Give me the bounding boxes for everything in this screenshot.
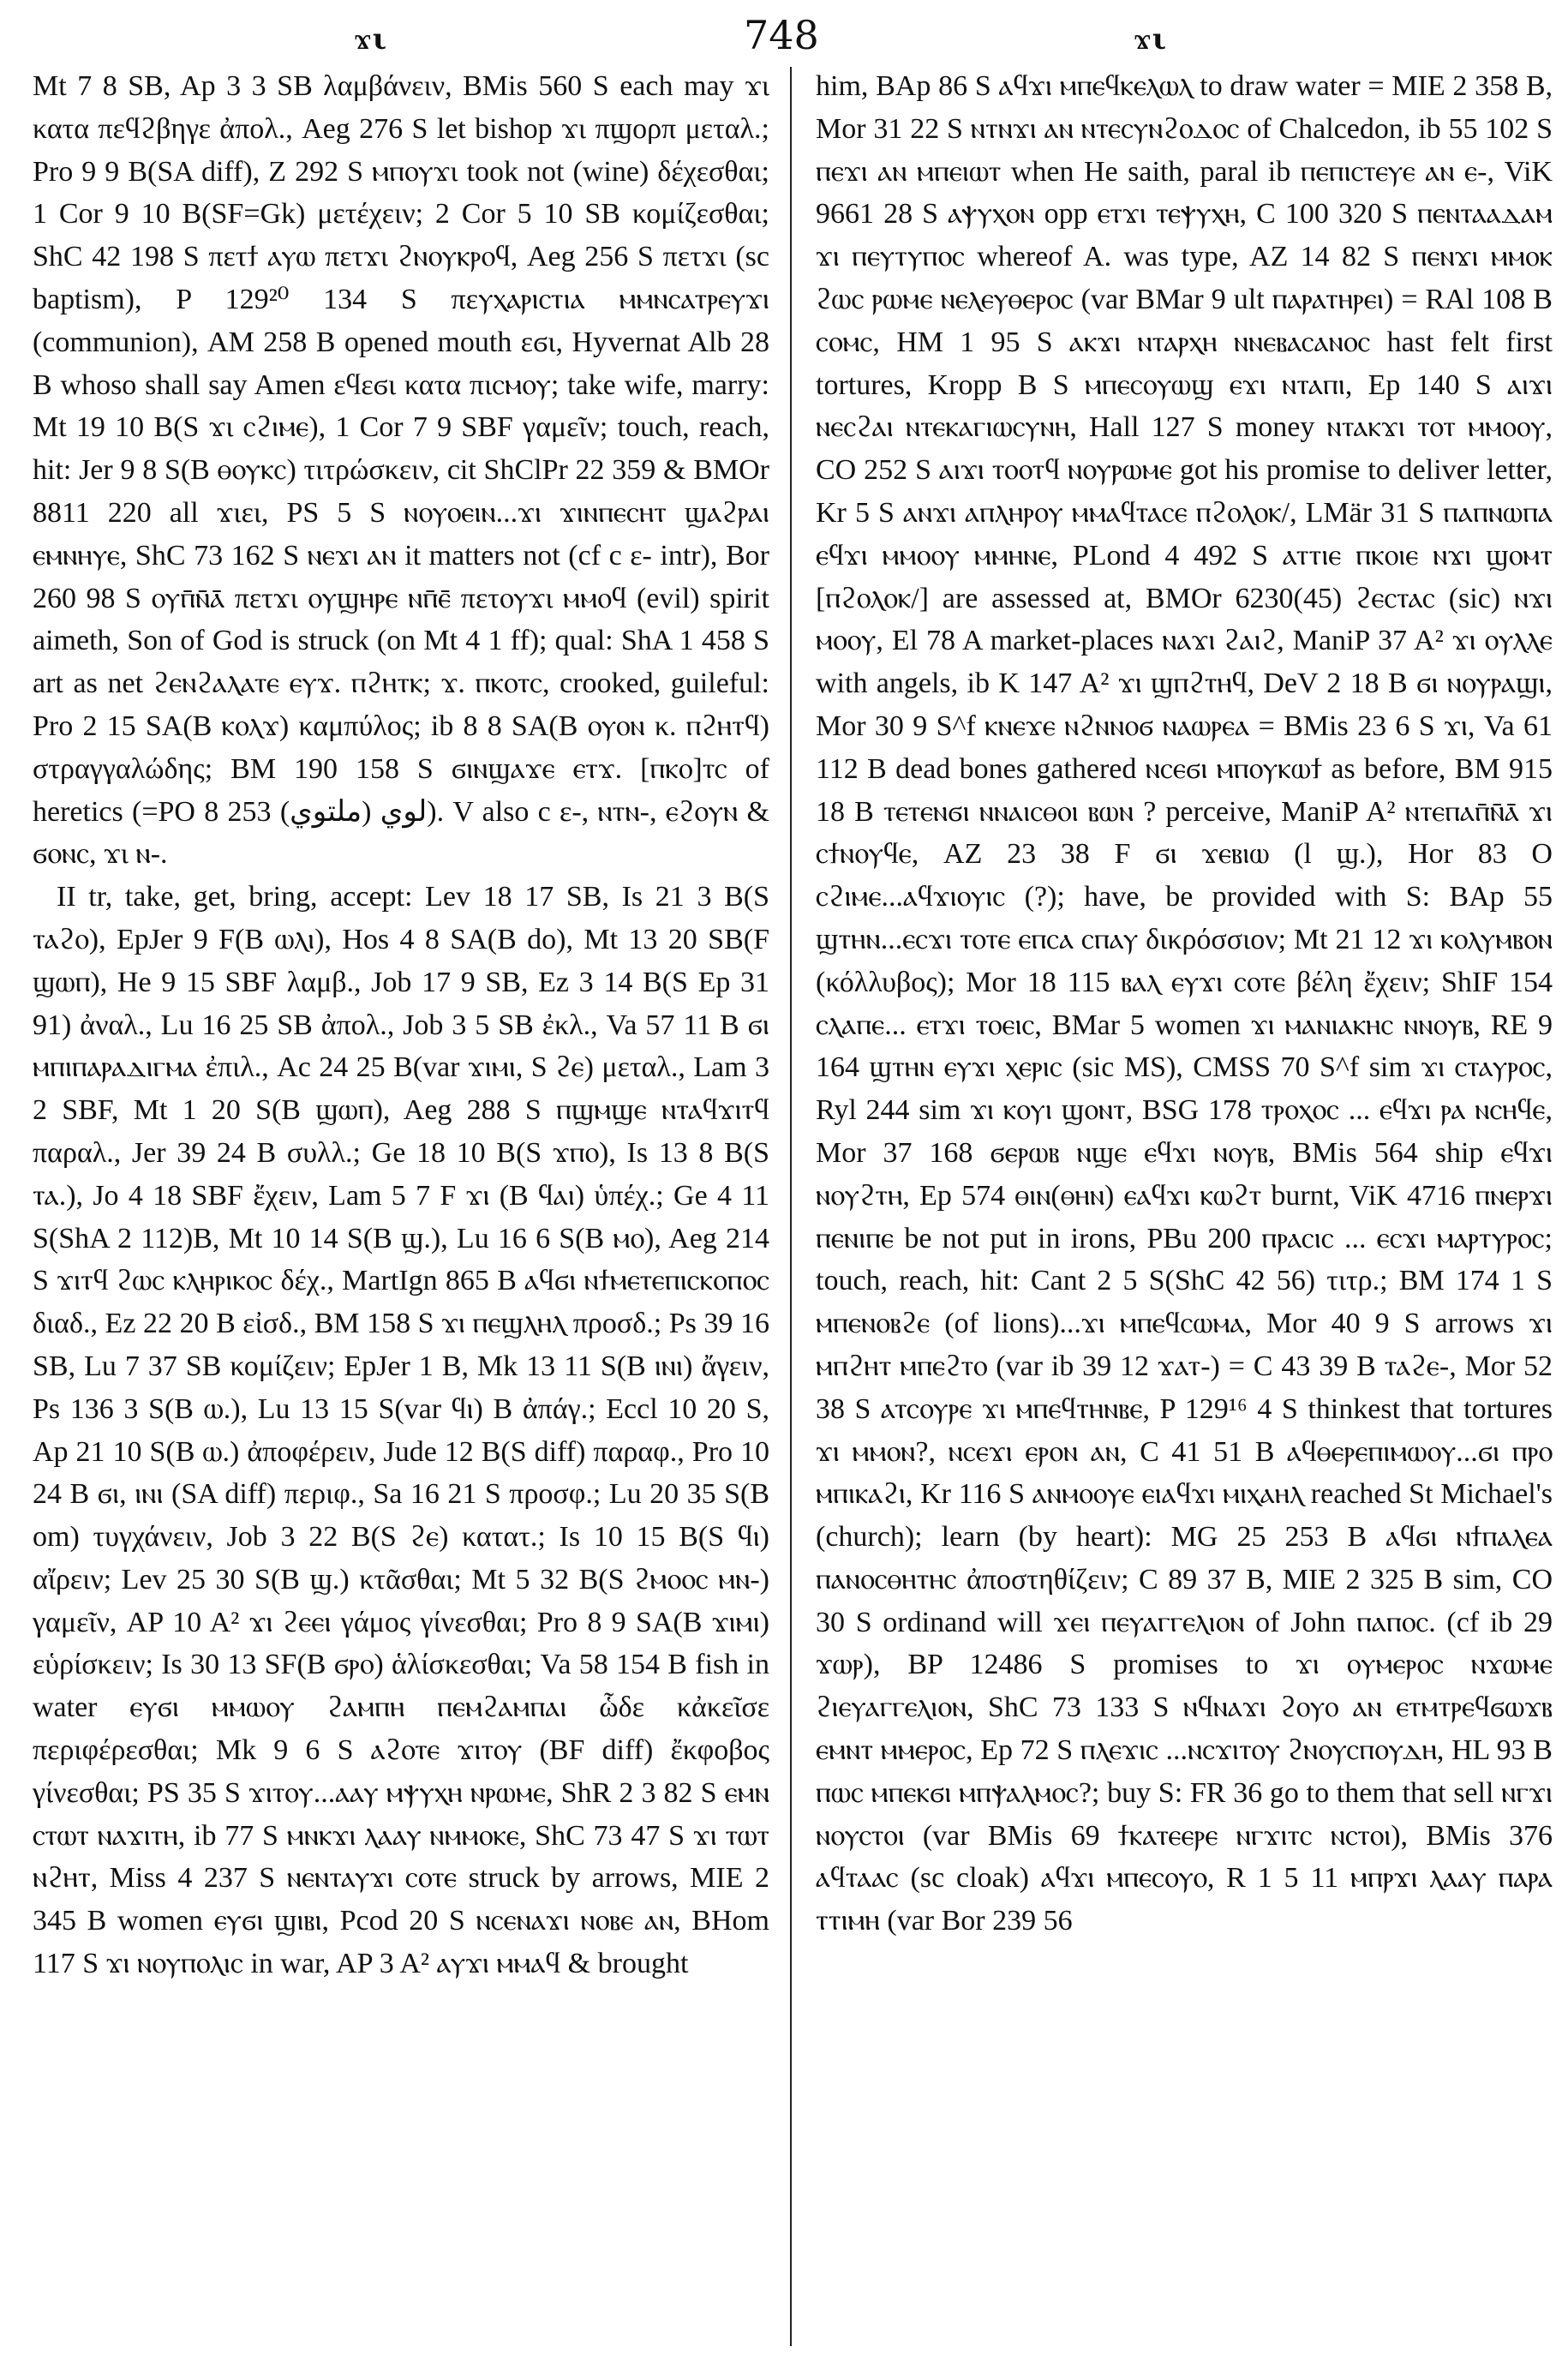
page-header [0,7,1568,67]
right-running-headword: ϫι [1134,22,1168,57]
page-number: 748 [744,12,819,58]
left-running-headword: ϫι [354,22,388,57]
right-column [816,65,1553,2353]
continued-entry-text: Mt 7 8 SB, Ap 3 3 SB λαμβάνειν, BMis 560 S each may ϫι κατα πεϥϩβηγε ἀπολ., Aeg 276 S let bishop ϫι πϣορπ μεταλ.; Pro 9 9 B(SA diff), Z 292 S ⲙⲡⲟⲩϫι took not (wine) δέχεσθαι; 1 Cor 9 10 B(SF=Gk) μετέχειν; 2 Cor 5 10 SB κομίζεσθαι; ShC 42 198 S πετϯ ⲁⲩⲱ πετϫι ϩⲛⲟⲩⲕⲣⲟϥ, Aeg 256 S πετϫι (sc baptism), P 129²⁰ 134 S πεⲩⲭⲁⲣⲓⲥⲧⲓⲁ ⲙⲙⲛⲥⲁⲧⲣⲉⲩϫⲓ (communion), AM 258 B opened mouth εϭι, Hyvernat Alb 28 B whoso shall say Amen εϥεϭι κατα πιⲥⲙⲟⲩ; take wife, marry: Mt 19 10 B(S ϫι ⲥϩⲓⲙⲉ), 1 Cor 7 9 SBF γαμεῖν; touch, reach, hit: Jer 9 8 S(B ⲑⲟⲩⲕⲥ) τιτρώσκειν, cit ShClPr 22 359 & BMOr 8811 220 all ϫιει, PS 5 S ⲛⲟⲩⲟⲉⲓⲛ...ϫⲓ ϫⲓⲛⲡⲉⲥⲏⲧ ϣⲁϩⲣⲁⲓ ⲉⲙⲛⲏⲩⲉ, ShC 73 162 S ⲛⲉϫⲓ ⲁⲛ it matters not (cf c ε- intr), Bor 260 98 S ⲟⲩⲡ̄ⲛ̄ⲁ̄ πετϫι ⲟⲩϣⲏⲣⲉ ⲛⲡ̄ⲉ̄ πετⲟⲩϫι ⲙⲙⲟϥ (evil) spirit aimeth, Son of God is struck (on Mt 4 1 ff); qual: ShA 1 458 S art as net ϩⲉⲛϩⲁⲗⲁⲧⲉ ⲉⲩϫ. ⲡϩⲏⲧⲕ; ϫ. ⲡⲕⲟⲧⲥ, crooked, guileful: Pro 2 15 SA(B ⲕⲟⲗϫ) καμπύλος; ib 8 8 SA(B ⲟⲩⲟⲛ κ. ⲡϩⲏⲧϥ) στραγγαλώδης; BM 190 158 S ϭⲓⲛϣⲁϫⲉ ⲉⲧϫ. [ⲡⲕⲟ]ⲧⲥ of heretics (=PO 8 253 لوي (ملتوي)). V also c ε-, ⲛⲧⲛ-, ⲉϩⲟⲩⲛ & ϭⲟⲛⲥ, ϫι ⲛ-. [33,70,769,871]
left-column [33,65,769,2353]
column-divider [790,67,792,2346]
section-ii-text: II tr, take, get, bring, accept: Lev 18 17 SB, Is 21 3 B(S ⲧⲁϩⲟ), EpJer 9 F(B ⲱⲗⲓ), Hos 4 8 SA(B do), Mt 13 20 SB(F ϣⲱⲡ), He 9 15 SBF λαμβ., Job 17 9 SB, Ez 3 14 B(S Ep 31 91) ἀναλ., Lu 16 25 SB ἀπολ., Job 3 5 SB ἐκλ., Va 57 11 B ϭⲓ ⲙⲡⲓⲡⲁⲣⲁⲇⲓⲅⲙⲁ ἐπιλ., Ac 24 25 B(var ϫⲓⲙⲓ, S ϩⲉ) μεταλ., Lam 3 2 SBF, Mt 1 20 S(B ϣⲱⲡ), Aeg 288 S ⲡϣⲙϣⲉ ⲛⲧⲁϥϫⲓⲧϥ παραλ., Jer 39 24 B συλλ.; Ge 18 10 B(S ϫⲡⲟ), Is 13 8 B(S ⲧⲁ.), Jo 4 18 SBF ἔχειν, Lam 5 7 F ϫⲓ (B ϥⲁⲓ) ὑπέχ.; Ge 4 11 S(ShA 2 112)B, Mt 10 14 S(B ϣ.), Lu 16 6 S(B ⲙⲟ), Aeg 214 S ϫⲓⲧϥ ϩⲱⲥ ⲕⲗⲏⲣⲓⲕⲟⲥ δέχ., MartIgn 865 B ⲁϥϭⲓ ⲛϯⲙⲉⲧⲉⲡⲓⲥⲕⲟⲡⲟⲥ διαδ., Ez 22 20 B εἰσδ., BM 158 S ϫⲓ ⲡⲉϣⲗⲏⲗ προσδ.; Ps 39 16 SB, Lu 7 37 SB κομίζειν; EpJer 1 B, Mk 13 11 S(B ⲓⲛⲓ) ἄγειν, Ps 136 3 S(B ⲱ.), Lu 13 15 S(var ϥⲓ) B ἀπάγ.; Eccl 10 20 S, Ap 21 10 S(B ⲱ.) ἀποφέρειν, Jude 12 B(S diff) παραφ., Pro 10 24 B ϭⲓ, ⲓⲛⲓ (SA diff) περιφ., Sa 16 21 S προσφ.; Lu 20 35 S(B om) τυγχάνειν, Job 3 22 B(S ϩⲉ) κατατ.; Is 10 15 B(S ϥⲓ) αἴρειν; Lev 25 30 S(B ϣ.) κτᾶσθαι; Mt 5 32 B(S ϩⲙⲟⲟⲥ ⲙⲛ-) γαμεῖν, AP 10 A² ϫⲓ ϩⲉⲉⲓ γάμος γίνεσθαι; Pro 8 9 SA(B ϫⲓⲙⲓ) εὑρίσκειν; Is 30 13 SF(B ϭⲣⲟ) ἁλίσκεσθαι; Va 58 154 B fish in water ⲉⲩϭⲓ ⲙⲙⲱⲟⲩ ϩⲁⲙⲡⲏ ⲡⲉⲙϩⲁⲙⲡⲁⲓ ὧδε κἀκεῖσε περιφέρεσθαι; Mk 9 6 S ⲁϩⲟⲧⲉ ϫⲓⲧⲟⲩ (BF diff) ἔκφοβος γίνεσθαι; PS 35 S ϫⲓⲧⲟⲩ...ⲁⲁⲩ ⲙⲯⲩⲭⲏ ⲛⲣⲱⲙⲉ, ShR 2 3 82 S ⲉⲙⲛ ⲥⲧⲱⲧ ⲛⲁϫⲓⲧⲏ, ib 77 S ⲙⲛⲕϫⲓ ⲗⲁⲁⲩ ⲛⲙⲙⲟⲕⲉ, ShC 73 47 S ϫⲓ ⲧⲱⲧ ⲛϩⲏⲧ, Miss 4 237 S ⲛⲉⲛⲧⲁⲩϫⲓ ⲥⲟⲧⲉ struck by arrows, MIE 2 345 B women ⲉⲩϭⲓ ϣⲓⲃⲓ, Pcod 20 S ⲛⲥⲉⲛⲁϫⲓ ⲛⲟⲃⲉ ⲁⲛ, BHom 117 S ϫⲓ ⲛⲟⲩⲡⲟⲗⲓⲥ in war, AP 3 A² ⲁⲩϫⲓ ⲙⲙⲁϥ & brought [33,881,769,1980]
right-column-text: him, BAp 86 S ⲁϥϫⲓ ⲙⲡⲉϥⲕⲉⲗⲱⲗ to draw water = MIE 2 358 B, Mor 31 22 S ⲛⲧⲛϫⲓ ⲁⲛ ⲛⲧⲉⲥⲩⲛϩⲟⲇⲟⲥ of Chalcedon, ib 55 102 S ⲡⲉϫⲓ ⲁⲛ ⲙⲡⲉⲓⲱⲧ when He saith, paral ib ⲡⲉⲡⲓⲥⲧⲉⲩⲉ ⲁⲛ ⲉ-, ViK 9661 28 S ⲁⲯⲩⲭⲟⲛ opp ⲉⲧϫⲓ ⲧⲉⲯⲩⲭⲏ, C 100 320 S ⲡⲉⲛⲧⲁⲁⲇⲁⲙ ϫⲓ ⲡⲉⲩⲧⲩⲡⲟⲥ whereof A. was type, AZ 14 82 S ⲡⲉⲛϫⲓ ⲙⲙⲟⲕ ϩⲱⲥ ⲣⲱⲙⲉ ⲛⲉⲗⲉⲩⲑⲉⲣⲟⲥ (var BMar 9 ult ⲡⲁⲣⲁⲧⲏⲣⲉⲓ) = RAl 108 B ⲥⲟⲙⲥ, HM 1 95 S ⲁⲕϫⲓ ⲛⲧⲁⲣⲭⲏ ⲛⲛⲉⲃⲁⲥⲁⲛⲟⲥ hast felt first tortures, Kropp B S ⲙⲡⲉⲥⲟⲩⲱϣ ⲉϫⲓ ⲛⲧⲁⲡⲓ, Ep 140 S ⲁⲓϫⲓ ⲛⲉⲥϩⲁⲓ ⲛⲧⲉⲕⲁⲅⲓⲱⲥⲩⲛⲏ, Hall 127 S money ⲛⲧⲁⲕϫⲓ ⲧⲟⲧ ⲙⲙⲟⲟⲩ, CO 252 S ⲁⲓϫⲓ ⲧⲟⲟⲧϥ ⲛⲟⲩⲣⲱⲙⲉ got his promise to deliver letter, Kr 5 S ⲁⲛϫⲓ ⲁⲡⲗⲏⲣⲟⲩ ⲙⲙⲁϥⲧⲁⲥⲉ ⲡϩⲟⲗⲟⲕ/, LMär 31 S ⲡⲁⲡⲛⲱⲡⲁ ⲉϥϫⲓ ⲙⲙⲟⲟⲩ ⲙⲙⲏⲛⲉ, PLond 4 492 S ⲁⲧⲧⲓⲉ ⲡⲕⲟⲓⲉ ⲛϫⲓ ϣⲟⲙⲧ [ⲡϩⲟⲗⲟⲕ/] are assessed at, BMOr 6230(45) ϩⲉⲥⲧⲁⲥ (sic) ⲛϫⲓ ⲙⲟⲟⲩ, El 78 A market-places ⲛⲁϫⲓ ϩⲁⲓϩ, ManiP 37 A² ϫⲓ ⲟⲩⲗⲗⲉ with angels, ib K 147 A² ϫⲓ ϣⲡϩⲧⲏϥ, DeV 2 18 B ϭⲓ ⲛⲟⲩⲣⲁϣⲓ, Mor 30 9 S^f ⲕⲛⲉϫⲉ ⲛϩⲛⲛⲟϭ ⲛⲁⲱⲣⲉⲁ = BMis 23 6 S ϫⲓ, Va 61 112 B dead bones gathered ⲛⲥⲉϭⲓ ⲙⲡⲟⲩⲕⲱϯ as before, BM 915 18 B ⲧⲉⲧⲉⲛϭⲓ ⲛⲛⲁⲓⲥⲑⲟⲓ ⲃⲱⲛ ? perceive, ManiP A² ⲛⲧⲉⲡⲁⲡ̄ⲛ̄ⲁ̄ ϫⲓ ⲥϯⲛⲟⲩϥⲉ, AZ 23 38 F ϭⲓ ϫⲉⲃⲓⲱ (l ϣ.), Hor 83 O ⲥϩⲓⲙⲉ...ⲁϥϫⲓⲟⲩⲓⲥ (?); have, be provided with S: BAp 55 ϣⲧⲏⲛ...ⲉⲥϫⲓ ⲧⲟⲧⲉ ⲉⲡⲥⲁ ⲥⲡⲁⲩ δικρόσσιον; Mt 21 12 ϫⲓ ⲕⲟⲗⲩⲙⲃⲟⲛ (κόλλυβος); Mor 18 115 ⲃⲁⲗ ⲉⲩϫⲓ ⲥⲟⲧⲉ βέλη ἔχειν; ShIF 154 ⲥⲗⲁⲡⲉ... ⲉⲧϫⲓ ⲧⲟⲉⲓⲥ, BMar 5 women ϫⲓ ⲙⲁⲛⲓⲁⲕⲏⲥ ⲛⲛⲟⲩⲃ, RE 9 164 ϣⲧⲏⲛ ⲉⲩϫⲓ ⲭⲉⲣⲓⲥ (sic MS), CMSS 70 S^f sim ϫⲓ ⲥⲧⲁⲩⲣⲟⲥ, Ryl 244 sim ϫⲓ ⲕⲟⲩⲓ ϣⲟⲛⲧ, BSG 178 ⲧⲣⲟⲭⲟⲥ ... ⲉϥϫⲓ ⲣⲁ ⲛⲥⲏϥⲉ, Mor 37 168 ϭⲉⲣⲱⲃ ⲛϣⲉ ⲉϥϫⲓ ⲛⲟⲩⲃ, BMis 564 ship ⲉϥϫⲓ ⲛⲟⲩϩⲧⲏ, Ep 574 ⲑⲓⲛ(ⲑⲏⲛ) ⲉⲁϥϫⲓ ⲕⲱϩⲧ burnt, ViK 4716 ⲡⲛⲉⲣϫⲓ ⲡⲉⲛⲓⲡⲉ be not put in irons, PBu 200 ⲡⲣⲁⲥⲓⲥ ... ⲉⲥϫⲓ ⲙⲁⲣⲧⲩⲣⲟⲥ; touch, reach, hit: Cant 2 5 S(ShC 42 56) τιτρ.; BM 174 1 S ⲙⲡⲉⲛⲟⲃϩⲉ (of lions)...ϫⲓ ⲙⲡⲉϥⲥⲱⲙⲁ, Mor 40 9 S arrows ϫⲓ ⲙⲡϩⲏⲧ ⲙⲡⲉϩⲧⲟ (var ib 39 12 ϫⲁⲧ-) = C 43 39 B ⲧⲁϩⲉ-, Mor 52 38 S ⲁⲧⲥⲟⲩⲣⲉ ϫⲓ ⲙⲡⲉϥⲧⲏⲛⲃⲉ, P 129¹⁶ 4 S thinkest that tortures ϫⲓ ⲙⲙⲟⲛ?, ⲛⲥⲉϫⲓ ⲉⲣⲟⲛ ⲁⲛ, C 41 51 B ⲁϥⲑⲉⲣⲉⲡⲓⲙⲱⲟⲩ...ϭⲓ ⲡⲣⲟ ⲙⲡⲓⲕⲁϩⲓ, Kr 116 S ⲁⲛⲙⲟⲟⲩⲉ ⲉⲓⲁϥϫⲓ ⲙⲓⲭⲁⲏⲗ reached St Michael's (church); learn (by heart): MG 25 253 B ⲁϥϭⲓ ⲛϯⲡⲁⲗⲉⲁ ⲡⲁⲛⲟⲥⲑⲏⲧⲏⲥ ἀποστηθίζειν; C 89 37 B, MIE 2 325 B sim, CO 30 S ordinand will ϫⲉⲓ ⲡⲉⲩⲁⲅⲅⲉⲗⲓⲟⲛ of John ⲡⲁⲡⲟⲥ. (cf ib 29 ϫⲱⲣ), BP 12486 S promises to ϫⲓ ⲟⲩⲙⲉⲣⲟⲥ ⲛϫⲱⲙⲉ ϩⲓⲉⲩⲁⲅⲅⲉⲗⲓⲟⲛ, ShC 73 133 S ⲛϥⲛⲁϫⲓ ϩⲟⲩⲟ ⲁⲛ ⲉⲧⲙⲧⲣⲉϥϭⲱϫⲃ ⲉⲙⲛⲧ ⲙⲙⲉⲣⲟⲥ, Ep 72 S ⲡⲗⲉϫⲓⲥ ...ⲛⲥϫⲓⲧⲟⲩ ϩⲛⲟⲩⲥⲡⲟⲩⲇⲏ, HL 93 B ⲡⲱⲥ ⲙⲡⲉⲕϭⲓ ⲙⲡⲯⲁⲗⲙⲟⲥ?; buy S: FR 36 go to them that sell ⲛⲅϫⲓ ⲛⲟⲩⲥⲧⲟⲓ (var BMis 69 ϯⲕⲁⲧⲉⲉⲣⲉ ⲛⲅϫⲓⲧⲥ ⲛⲥⲧⲟⲓ), BMis 376 ⲁϥⲧⲁⲁⲥ (sc cloak) ⲁϥϫⲓ ⲙⲡⲉⲥⲟⲩⲟ, R 1 5 11 ⲙⲡⲣϫⲓ ⲗⲁⲁⲩ ⲡⲁⲣⲁ ⲧⲧⲓⲙⲏ (var Bor 239 56 [816,70,1553,1937]
